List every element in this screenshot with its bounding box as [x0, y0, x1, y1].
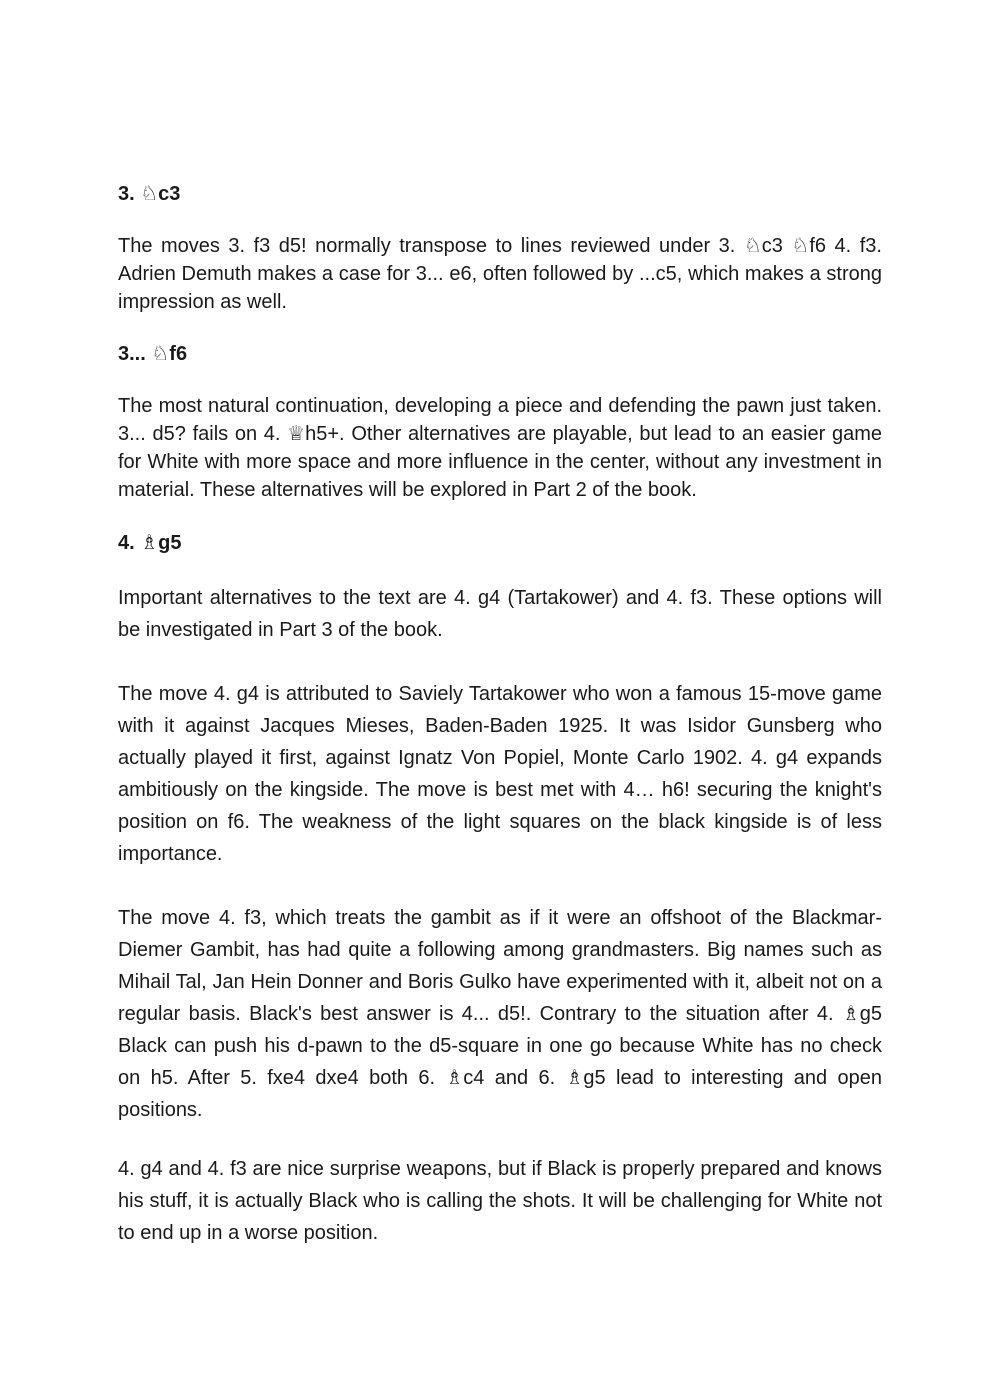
section-heading-3-nc3: 3. ♘c3	[118, 183, 181, 205]
paragraph: The move 4. f3, which treats the gambit as if it were an offshoot of the Blackmar-Diemer Gambit, has had quite a following among grandmasters. Big names such as Mihail Tal, Jan Hein Donner and Boris Gulko have experimented with it, albeit not on a regular basis. Black's best answer is 4... d5!. Contrary to the situation after 4. ♗g5 Black can push his d-pawn to the d5-square in one go because White has no check on h5. After 5. fxe4 dxe4 both 6. ♗c4 and 6. ♗g5 lead to interesting and open positions.	[118, 906, 882, 1121]
paragraph: Important alternatives to the text are 4. g4 (Tartakower) and 4. f3. These options will be investigated in Part 3 of the book.	[118, 586, 882, 641]
paragraph: 4. g4 and 4. f3 are nice surprise weapons, but if Black is properly prepared and knows his stuff, it is actually Black who is calling the shots. It will be challenging for White not to end up in a worse position.	[118, 1157, 882, 1244]
section-heading-3-nf6: 3... ♘f6	[118, 343, 188, 366]
paragraph: The move 4. g4 is attributed to Saviely Tartakower who won a famous 15-move game with it against Jacques Mieses, Baden-Baden 1925. It was Isidor Gunsberg who actually played it first, against Ignatz Von Popiel, Monte Carlo 1902. 4. g4 expands ambitiously on the kingside. The move is best met with 4… h6! securing the knight's position on f6. The weakness of the light squares on the black kingside is of less importance.	[118, 682, 882, 865]
paragraph: The moves 3. f3 d5! normally transpose to lines reviewed under 3. ♘c3 ♘f6 4. f3. Adrien Demuth makes a case for 3... e6, often followed by ...c5, which makes a strong impression as well.	[118, 235, 882, 313]
paragraph: The most natural continuation, developing a piece and defending the pawn just taken. 3... d5? fails on 4. ♕h5+. Other alternatives are playable, but lead to an easier game for White with more space and more influence in the center, without any investment in material. These alternatives will be explored in Part 2 of the book.	[118, 395, 882, 501]
document-page	[118, 178, 882, 1249]
section-heading-4-bg5: 4. ♗g5	[118, 531, 182, 554]
